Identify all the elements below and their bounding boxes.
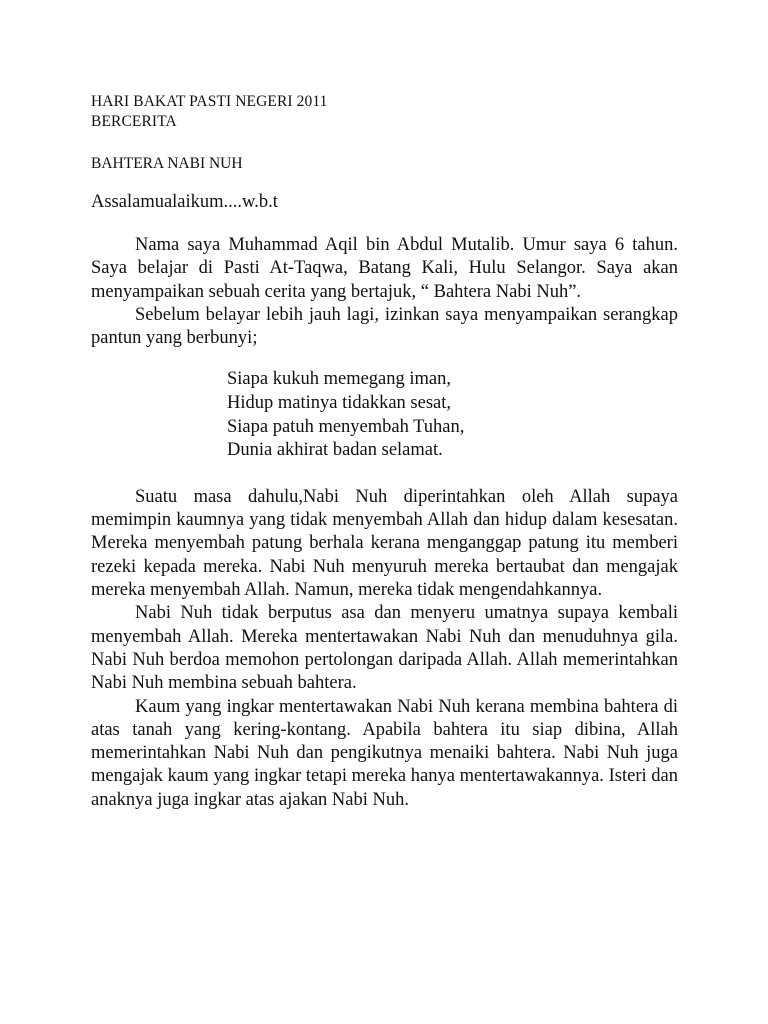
pantun-line: Siapa patuh menyembah Tuhan, (227, 416, 465, 437)
intro-paragraph: Nama saya Muhammad Aqil bin Abdul Mutalib. Umur saya 6 tahun. Saya belajar di Pasti At-Taqwa, Batang Kali, Hulu Selangor. Saya akan menyampaikan sebuah cerita yang bertajuk, “ Bahtera Nabi Nuh”. (91, 235, 678, 302)
greeting: Assalamualaikum....w.b.t (91, 192, 278, 212)
story-paragraph: Suatu masa dahulu,Nabi Nuh diperintahkan oleh Allah supaya memimpin kaumnya yang tidak menyembah Allah dan hidup dalam kesesatan. Mereka menyembah patung berhala kerana menganggap patung itu memberi rezeki kepada mereka. Nabi Nuh menyuruh mereka bertaubat dan mengajak mereka menyembah Allah. Namun, mereka tidak mengendahkannya. (91, 486, 678, 601)
pantun-line: Siapa kukuh memegang iman, (227, 369, 452, 390)
pantun-verse (227, 368, 678, 462)
pantun-line: Hidup matinya tidakkan sesat, (227, 393, 452, 414)
intro-paragraph: Sebelum belayar lebih jauh lagi, izinkan saya menyampaikan serangkap pantun yang berbunyi; (91, 304, 678, 349)
story-title: BAHTERA NABI NUH (91, 155, 243, 172)
pantun-line: Dunia akhirat badan selamat. (227, 440, 443, 461)
event-heading: HARI BAKAT PASTI NEGERI 2011 (91, 93, 328, 110)
spacer (91, 132, 678, 154)
document-page (91, 92, 678, 812)
category-heading: BERCERITA (91, 113, 177, 130)
story-paragraph: Kaum yang ingkar mentertawakan Nabi Nuh kerana membina bahtera di atas tanah yang kering-kontang. Apabila bahtera itu siap dibina, Allah memerintahkan Nabi Nuh dan pengikutnya menaiki bahtera. Nabi Nuh juga mengajak kaum yang ingkar tetapi mereka hanya mentertawakannya. Isteri dan anaknya juga ingkar atas ajakan Nabi Nuh. (91, 696, 678, 810)
story-paragraph: Nabi Nuh tidak berputus asa dan menyeru umatnya supaya kembali menyembah Allah. Mereka mentertawakan Nabi Nuh dan menuduhnya gila. Nabi Nuh berdoa memohon pertolongan daripada Allah. Allah memerintahkan Nabi Nuh membina sebuah bahtera. (91, 603, 678, 694)
